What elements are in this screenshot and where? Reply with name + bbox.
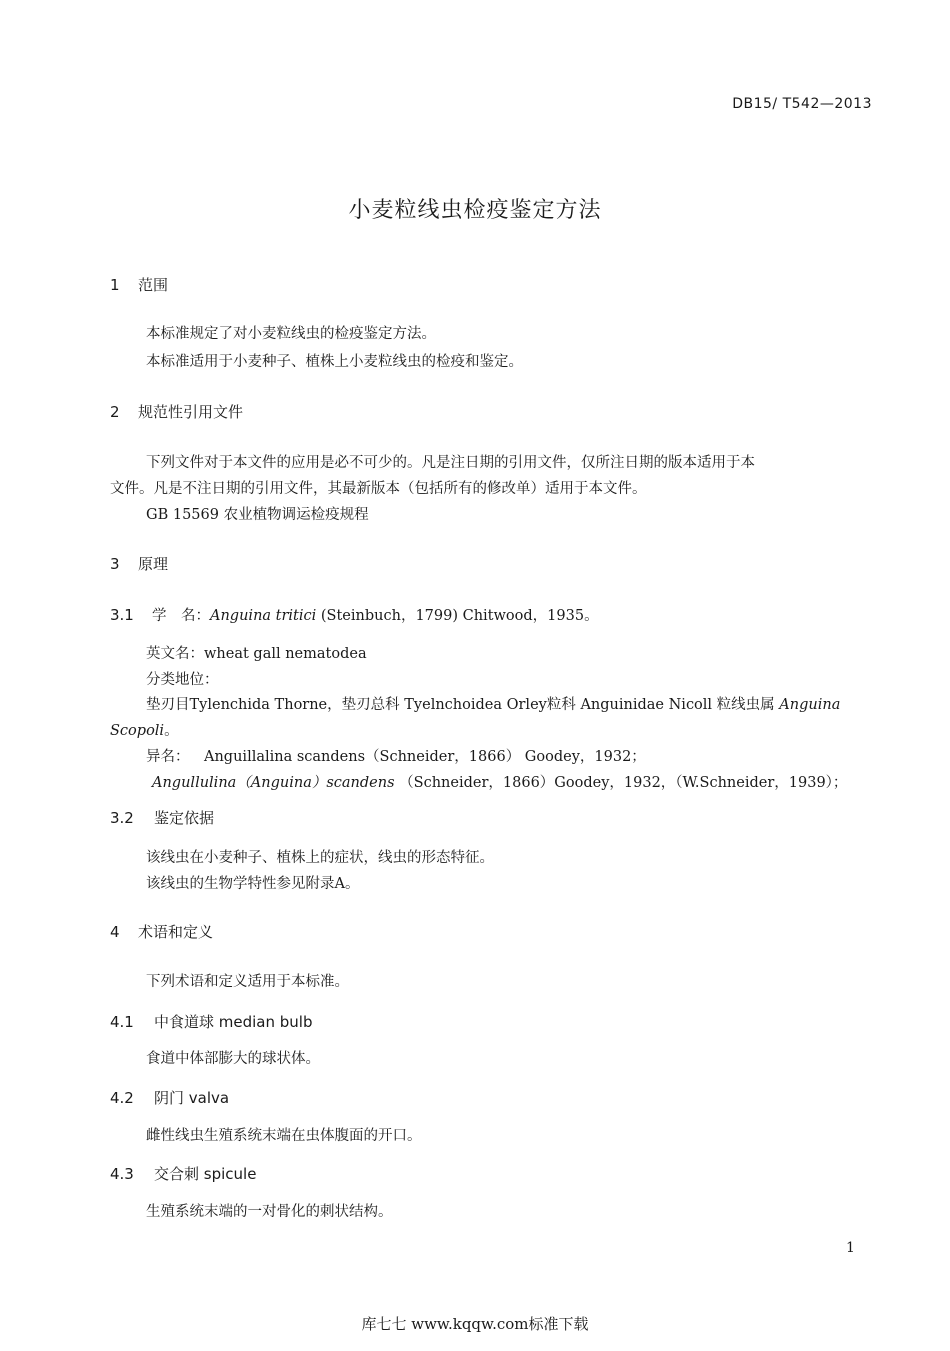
section-number: 4 (110, 923, 120, 941)
term-number: 4.1 (110, 1013, 134, 1031)
genus-name: Anguina (779, 697, 841, 713)
section-3-heading (110, 553, 168, 574)
term-name: 交合刺 spicule (154, 1165, 257, 1183)
classification-line (146, 693, 840, 714)
synonym-authority: （Schneider，1866）Goodey，1932，（W.Schneider，1939）； (394, 775, 848, 791)
section-title: 术语和定义 (138, 923, 214, 941)
term-name: 中食道球 median bulb (154, 1013, 313, 1031)
document-title: 小麦粒线虫检疫鉴定方法 (348, 198, 602, 223)
term-4-3 (110, 1163, 256, 1184)
classification-label: 分类地位： (146, 672, 219, 688)
english-name-label: 英文名： (146, 646, 204, 662)
paragraph: 下列文件对于本文件的应用是必不可少的。凡是注日期的引用文件，仅所注日期的版本适用于本 (146, 455, 755, 471)
english-name-line (146, 642, 367, 663)
paragraph: 该线虫的生物学特性参见附录A。 (146, 876, 360, 892)
page-number: 1 (846, 1240, 855, 1256)
paragraph: 下列术语和定义适用于本标准。 (146, 974, 349, 990)
term-definition: 食道中体部膨大的球状体。 (146, 1051, 320, 1067)
genus-authority: Scopoli (110, 723, 165, 739)
scientific-name-label: 学 名： (152, 608, 210, 624)
section-number: 2 (110, 403, 120, 421)
paragraph: 本标准规定了对小麦粒线虫的检疫鉴定方法。 (146, 326, 436, 342)
synonym: Angullulina（Anguina）scandens (152, 775, 395, 791)
term-number: 4.2 (110, 1089, 134, 1107)
subsection-title: 鉴定依据 (154, 809, 215, 827)
section-4-heading (110, 921, 213, 942)
synonym-line (146, 745, 646, 766)
subsection-number: 3.1 (110, 606, 134, 624)
section-title: 范围 (138, 276, 169, 294)
paragraph: 该线虫在小麦种子、植株上的症状，线虫的形态特征。 (146, 850, 494, 866)
term-4-1 (110, 1011, 312, 1032)
term-definition: 生殖系统末端的一对骨化的刺状结构。 (146, 1204, 393, 1220)
section-number: 1 (110, 276, 120, 294)
synonym: Anguillalina scandens（Schneider，1866） Goodey，1932； (204, 749, 646, 765)
normative-reference: GB 15569 农业植物调运检疫规程 (146, 507, 369, 523)
section-title: 规范性引用文件 (138, 403, 244, 421)
section-2-heading (110, 401, 243, 422)
footer-source: 库七七 www.kqqw.com标准下载 (361, 1315, 589, 1333)
term-4-2 (110, 1087, 229, 1108)
punctuation: 。 (164, 723, 179, 739)
term-definition: 雌性线虫生殖系统末端在虫体腹面的开口。 (146, 1128, 422, 1144)
section-number: 3 (110, 555, 120, 573)
paragraph: 文件。凡是不注日期的引用文件，其最新版本（包括所有的修改单）适用于本文件。 (110, 481, 647, 497)
section-title: 原理 (138, 555, 169, 573)
term-name: 阴门 valva (154, 1089, 230, 1107)
classification-line (110, 719, 179, 740)
scientific-name: Anguina tritici (210, 608, 317, 624)
scientific-authority: (Steinbuch，1799) Chitwood，1935。 (316, 608, 599, 624)
section-1-heading (110, 274, 168, 295)
english-name: wheat gall nematodea (204, 646, 367, 662)
synonym-label: 异名： (146, 749, 190, 765)
term-number: 4.3 (110, 1165, 134, 1183)
subsection-3-1 (110, 604, 599, 625)
synonym-line (152, 771, 847, 792)
paragraph: 本标准适用于小麦种子、植株上小麦粒线虫的检疫和鉴定。 (146, 354, 523, 370)
subsection-3-2-heading (110, 807, 214, 828)
standard-code: DB15/ T542—2013 (732, 96, 872, 112)
classification-text: 垫刃目Tylenchida Thorne，垫刃总科 Tyelnchoidea Orley粒科 Anguinidae Nicoll 粒线虫属 (146, 697, 780, 713)
subsection-number: 3.2 (110, 809, 134, 827)
